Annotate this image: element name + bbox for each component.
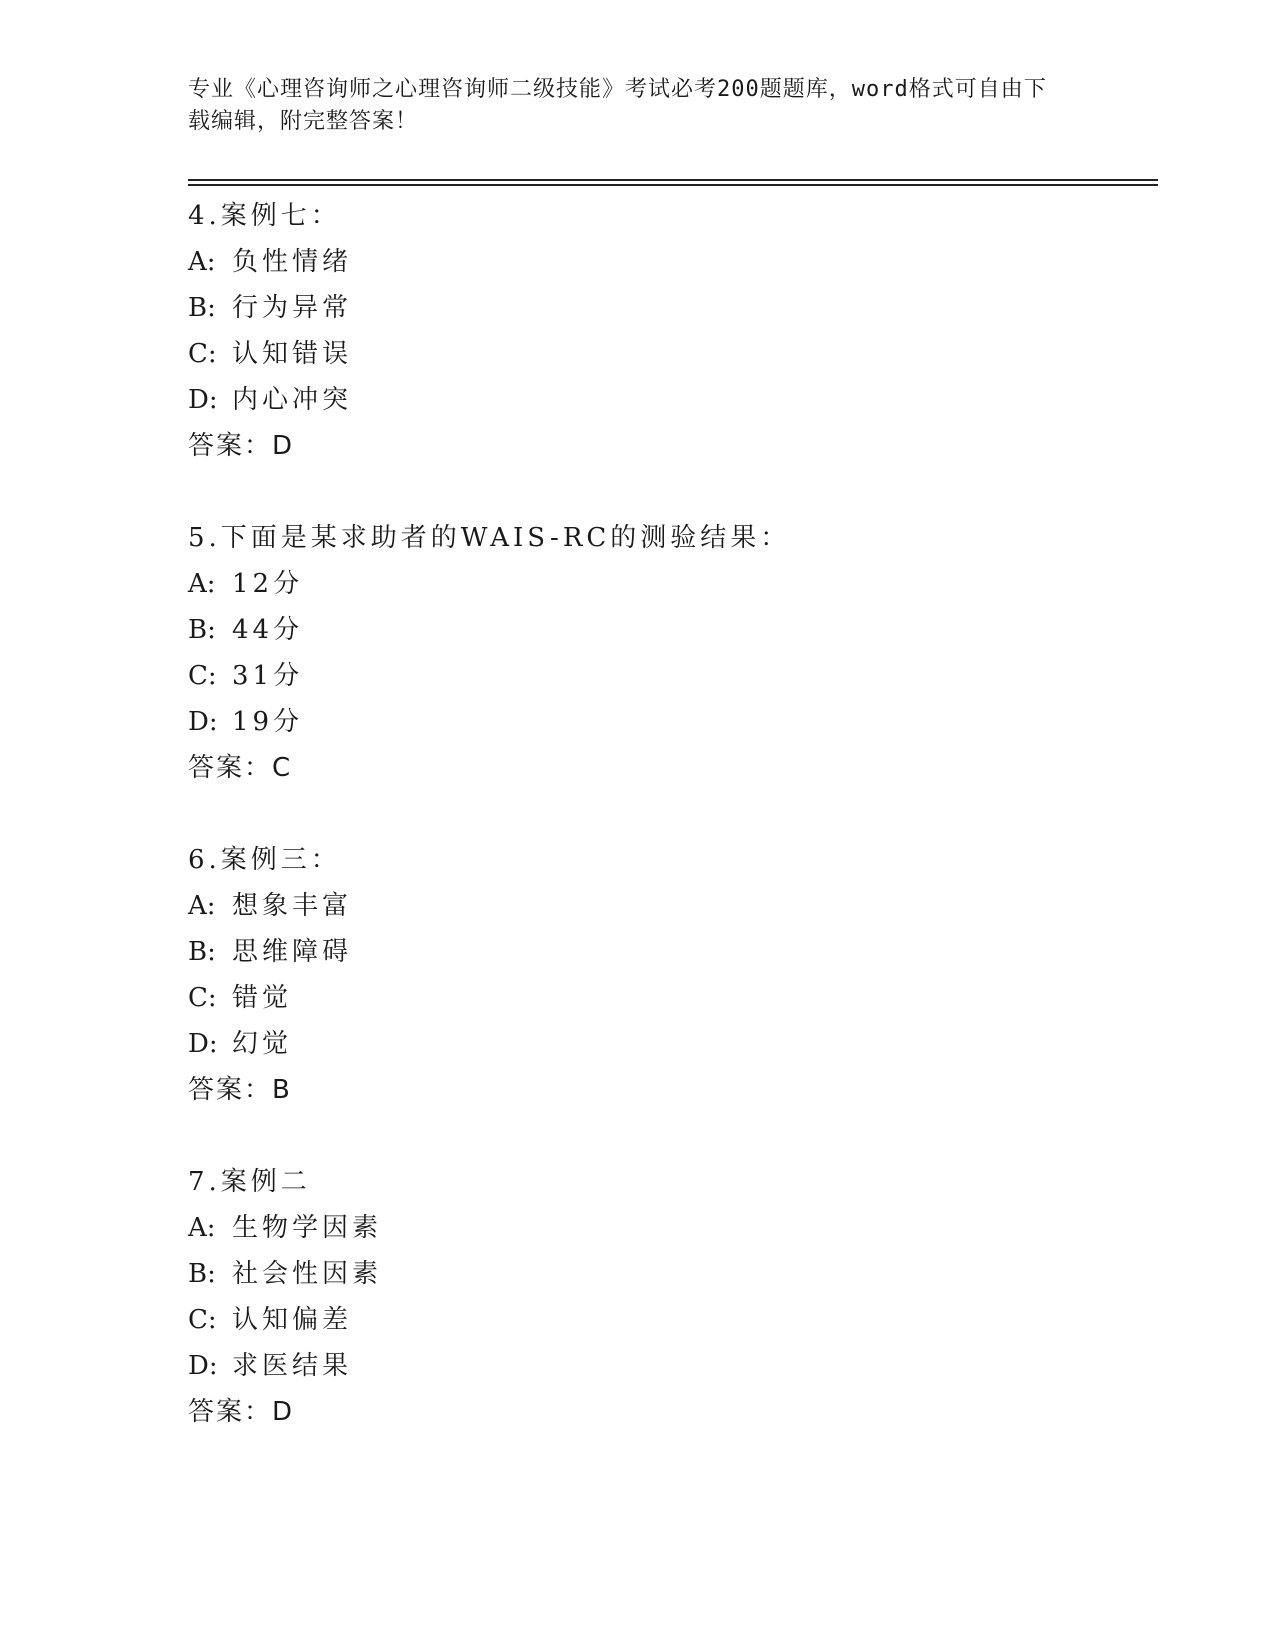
- document-header: 专业《心理咨询师之心理咨询师二级技能》考试必考200题题库，word格式可自由下载编辑，附完整答案！: [188, 77, 1047, 134]
- option-letter: B:: [188, 937, 216, 967]
- option-c: [188, 331, 1148, 377]
- option-text: 44分: [232, 615, 304, 645]
- question-stem: 7.案例二: [188, 1167, 311, 1197]
- option-text: 负性情绪: [232, 247, 353, 277]
- option-text: 生物学因素: [232, 1213, 383, 1243]
- question-list: [188, 193, 1148, 1481]
- option-a: [188, 561, 1148, 607]
- header-rule-top: [188, 179, 1158, 181]
- header-rule-bottom: [188, 184, 1158, 186]
- option-text: 认知错误: [232, 339, 353, 369]
- option-letter: C:: [188, 661, 217, 691]
- option-letter: A:: [188, 247, 216, 277]
- option-a: [188, 239, 1148, 285]
- question-stem: 4.案例七：: [188, 201, 341, 231]
- option-letter: D:: [188, 1351, 218, 1381]
- option-c: [188, 653, 1148, 699]
- option-letter: B:: [188, 1259, 216, 1289]
- option-letter: C:: [188, 1305, 217, 1335]
- option-letter: A:: [188, 891, 216, 921]
- option-text: 12分: [232, 569, 304, 599]
- option-letter: A:: [188, 569, 216, 599]
- option-a: [188, 1205, 1148, 1251]
- question-5: [188, 515, 1148, 791]
- option-d: [188, 1021, 1148, 1067]
- question-6: [188, 837, 1148, 1113]
- option-letter: C:: [188, 983, 217, 1013]
- answer-line: 答案：B: [188, 1075, 292, 1105]
- option-b: [188, 285, 1148, 331]
- option-b: [188, 607, 1148, 653]
- question-4: [188, 193, 1148, 469]
- option-letter: D:: [188, 1029, 218, 1059]
- option-letter: A:: [188, 1213, 216, 1243]
- option-text: 错觉: [232, 983, 293, 1013]
- option-letter: B:: [188, 293, 216, 323]
- question-stem: 5.下面是某求助者的WAIS-RC的测验结果：: [188, 523, 791, 553]
- option-b: [188, 1251, 1148, 1297]
- option-text: 内心冲突: [232, 385, 353, 415]
- answer-line: 答案：D: [188, 1397, 295, 1427]
- option-text: 认知偏差: [232, 1305, 353, 1335]
- option-d: [188, 699, 1148, 745]
- option-a: [188, 883, 1148, 929]
- answer-line: 答案：C: [188, 753, 293, 783]
- option-c: [188, 1297, 1148, 1343]
- option-text: 行为异常: [232, 293, 353, 323]
- option-c: [188, 975, 1148, 1021]
- option-d: [188, 1343, 1148, 1389]
- answer-line: 答案：D: [188, 431, 295, 461]
- option-d: [188, 377, 1148, 423]
- option-text: 思维障碍: [232, 937, 353, 967]
- option-text: 19分: [232, 707, 304, 737]
- question-7: [188, 1159, 1148, 1435]
- option-letter: D:: [188, 707, 218, 737]
- option-text: 社会性因素: [232, 1259, 383, 1289]
- option-text: 求医结果: [232, 1351, 353, 1381]
- option-text: 31分: [232, 661, 304, 691]
- option-text: 想象丰富: [232, 891, 353, 921]
- option-letter: C:: [188, 339, 217, 369]
- question-stem: 6.案例三：: [188, 845, 341, 875]
- option-text: 幻觉: [232, 1029, 293, 1059]
- option-b: [188, 929, 1148, 975]
- option-letter: B:: [188, 615, 216, 645]
- option-letter: D:: [188, 385, 218, 415]
